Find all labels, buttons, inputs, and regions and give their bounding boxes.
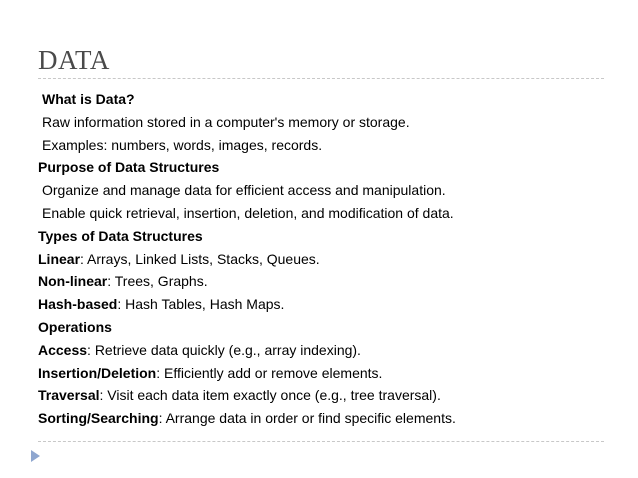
heading-operations xyxy=(38,316,598,339)
line-text: : Arrange data in order or find specific elements. xyxy=(158,410,456,427)
operation-access xyxy=(38,339,598,362)
line-bold: Non-linear xyxy=(38,273,108,290)
line-bold: Types of Data Structures xyxy=(38,227,203,244)
line-text: Enable quick retrieval, insertion, deletion, and modification of data. xyxy=(42,204,454,221)
heading-purpose xyxy=(38,156,598,179)
bullet-enable xyxy=(38,202,598,225)
play-arrow-icon[interactable] xyxy=(31,450,40,462)
heading-what-is-data xyxy=(38,88,598,111)
line-text: Examples: numbers, words, images, records. xyxy=(42,136,323,153)
bullet-examples xyxy=(38,134,598,157)
heading-types xyxy=(38,225,598,248)
slide-title: DATA xyxy=(38,45,110,75)
line-bold: What is Data? xyxy=(42,91,135,107)
line-bold: Sorting/Searching xyxy=(38,410,159,427)
operation-traversal xyxy=(38,384,598,407)
line-text: : Arrays, Linked Lists, Stacks, Queues. xyxy=(80,250,320,267)
line-text: : Visit each data item exactly once (e.g., tree traversal). xyxy=(99,387,441,404)
line-bold: Purpose of Data Structures xyxy=(38,159,220,176)
line-text: Organize and manage data for efficient access and manipulation. xyxy=(42,182,446,199)
slide-body xyxy=(38,88,598,430)
line-bold: Access xyxy=(38,341,88,358)
bullet-organize xyxy=(38,179,598,202)
line-bold: Insertion/Deletion xyxy=(38,364,157,381)
bullet-definition xyxy=(38,111,598,134)
type-non-linear xyxy=(38,270,598,293)
line-text: Raw information stored in a computer's memory or storage. xyxy=(42,113,410,130)
operation-insertion-deletion xyxy=(38,362,598,385)
operation-sorting-searching xyxy=(38,407,598,430)
line-bold: Linear xyxy=(38,250,81,267)
line-bold: Operations xyxy=(38,318,112,335)
line-text: : Trees, Graphs. xyxy=(107,273,208,290)
line-text: : Efficiently add or remove elements. xyxy=(156,364,383,381)
line-text: : Retrieve data quickly (e.g., array indexing). xyxy=(87,341,361,358)
line-bold: Traversal xyxy=(38,387,100,404)
type-hash-based xyxy=(38,293,598,316)
line-bold: Hash-based xyxy=(38,296,118,313)
title-divider xyxy=(38,78,604,79)
footer-divider xyxy=(38,441,604,442)
line-text: : Hash Tables, Hash Maps. xyxy=(117,296,285,313)
type-linear xyxy=(38,248,598,271)
